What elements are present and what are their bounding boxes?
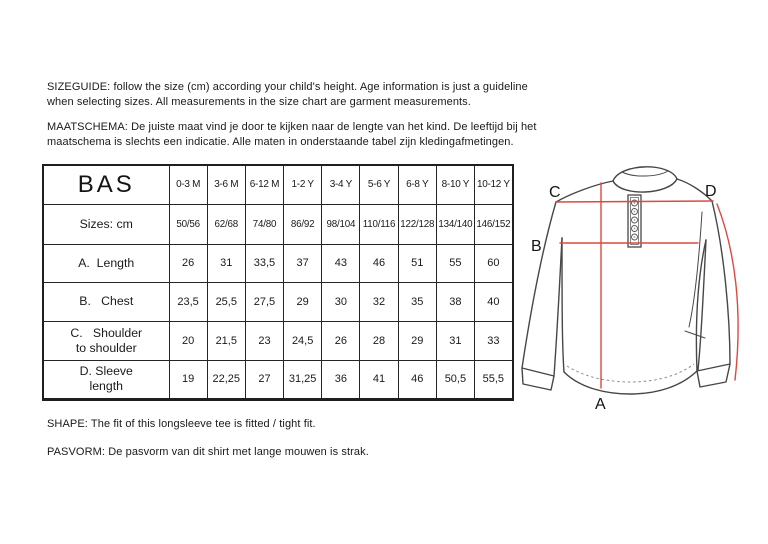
size-value: 38 [436, 282, 474, 321]
size-value: 33 [475, 321, 513, 360]
size-chart-table [42, 164, 514, 401]
row-label [43, 244, 169, 282]
column-header: 6-8 Y [398, 165, 436, 204]
measurement-label-b: B [531, 238, 542, 255]
size-value: 26 [169, 244, 207, 282]
size-value: 62/68 [207, 204, 245, 244]
column-header: 10-12 Y [475, 165, 513, 204]
size-value: 146/152 [475, 204, 513, 244]
hem-stitch-dashed-line [567, 364, 694, 382]
table-header-row [43, 165, 513, 204]
size-value: 50/56 [169, 204, 207, 244]
size-value: 122/128 [398, 204, 436, 244]
table-row-sizes [43, 204, 513, 244]
size-value: 29 [284, 282, 322, 321]
table-row-shoulder [43, 321, 513, 360]
row-label-line1: D. Sleeve [79, 364, 133, 378]
sizeguide-text-nl-line1: MAATSCHEMA: De juiste maat vind je door te kijken naar de lengte van het kind. De leeftijd bij het [47, 121, 537, 133]
size-value: 134/140 [436, 204, 474, 244]
column-header: 5-6 Y [360, 165, 398, 204]
row-label-line1: C. Shoulder [70, 325, 143, 340]
row-label [43, 360, 169, 399]
table-row-chest [43, 282, 513, 321]
size-value: 23,5 [169, 282, 207, 321]
table-row-sleeve [43, 360, 513, 399]
size-value: 31 [436, 321, 474, 360]
brand-cell: BAS [43, 165, 169, 204]
size-value: 46 [360, 244, 398, 282]
size-value: 40 [475, 282, 513, 321]
measurement-label-d: D [705, 183, 717, 200]
measurement-label-c: C [549, 184, 561, 201]
size-value: 19 [169, 360, 207, 399]
row-label-line1: B. Chest [79, 294, 134, 308]
size-value: 110/116 [360, 204, 398, 244]
size-value: 74/80 [245, 204, 283, 244]
sizeguide-text-nl-line2: maatschema is slechts een indicatie. Alle maten in onderstaande tabel zijn kledingafmetingen. [47, 136, 514, 148]
size-value: 26 [322, 321, 360, 360]
sizeguide-text-en-line2: when selecting sizes. All measurements in the size chart are garment measurements. [47, 96, 471, 108]
measurement-line-d [717, 204, 738, 380]
size-value: 41 [360, 360, 398, 399]
sizeguide-text-nl [47, 120, 537, 150]
size-value: 20 [169, 321, 207, 360]
size-value: 22,25 [207, 360, 245, 399]
size-value: 37 [284, 244, 322, 282]
button-placket [628, 195, 641, 247]
longsleeve-shirt-illustration [518, 150, 768, 420]
column-header: 1-2 Y [284, 165, 322, 204]
column-header: 3-6 M [207, 165, 245, 204]
size-value: 43 [322, 244, 360, 282]
size-value: 60 [475, 244, 513, 282]
size-value: 27,5 [245, 282, 283, 321]
size-value: 24,5 [284, 321, 322, 360]
measurement-line-c [556, 201, 713, 202]
size-value: 31 [207, 244, 245, 282]
sizeguide-text-en-line1: SIZEGUIDE: follow the size (cm) according your child's height. Age information is just a guideline [47, 81, 528, 93]
size-value: 55,5 [475, 360, 513, 399]
pasvorm-text-nl: PASVORM: De pasvorm van dit shirt met lange mouwen is strak. [47, 446, 369, 458]
sizeguide-text-en [47, 80, 528, 110]
size-value: 55 [436, 244, 474, 282]
size-value: 86/92 [284, 204, 322, 244]
column-header: 8-10 Y [436, 165, 474, 204]
column-header: 3-4 Y [322, 165, 360, 204]
row-label-line1: Sizes: cm [79, 216, 133, 231]
size-value: 25,5 [207, 282, 245, 321]
row-label-line2: length [89, 379, 123, 393]
measurement-label-a: A [595, 396, 606, 413]
size-value: 35 [398, 282, 436, 321]
size-value: 29 [398, 321, 436, 360]
table-row-length [43, 244, 513, 282]
size-value: 23 [245, 321, 283, 360]
size-value: 36 [322, 360, 360, 399]
size-value: 28 [360, 321, 398, 360]
size-value: 33,5 [245, 244, 283, 282]
size-value: 32 [360, 282, 398, 321]
size-value: 50,5 [436, 360, 474, 399]
column-header: 0-3 M [169, 165, 207, 204]
size-value: 27 [245, 360, 283, 399]
size-value: 21,5 [207, 321, 245, 360]
row-label-line2: to shoulder [75, 340, 137, 355]
column-header: 6-12 M [245, 165, 283, 204]
size-value: 98/104 [322, 204, 360, 244]
shape-text-en: SHAPE: The fit of this longsleeve tee is fitted / tight fit. [47, 418, 316, 430]
row-label [43, 204, 169, 244]
size-value: 30 [322, 282, 360, 321]
row-label [43, 321, 169, 360]
size-value: 46 [398, 360, 436, 399]
row-label-line1: A. Length [78, 255, 135, 270]
size-value: 31,25 [284, 360, 322, 399]
row-label [43, 282, 169, 321]
size-value: 51 [398, 244, 436, 282]
